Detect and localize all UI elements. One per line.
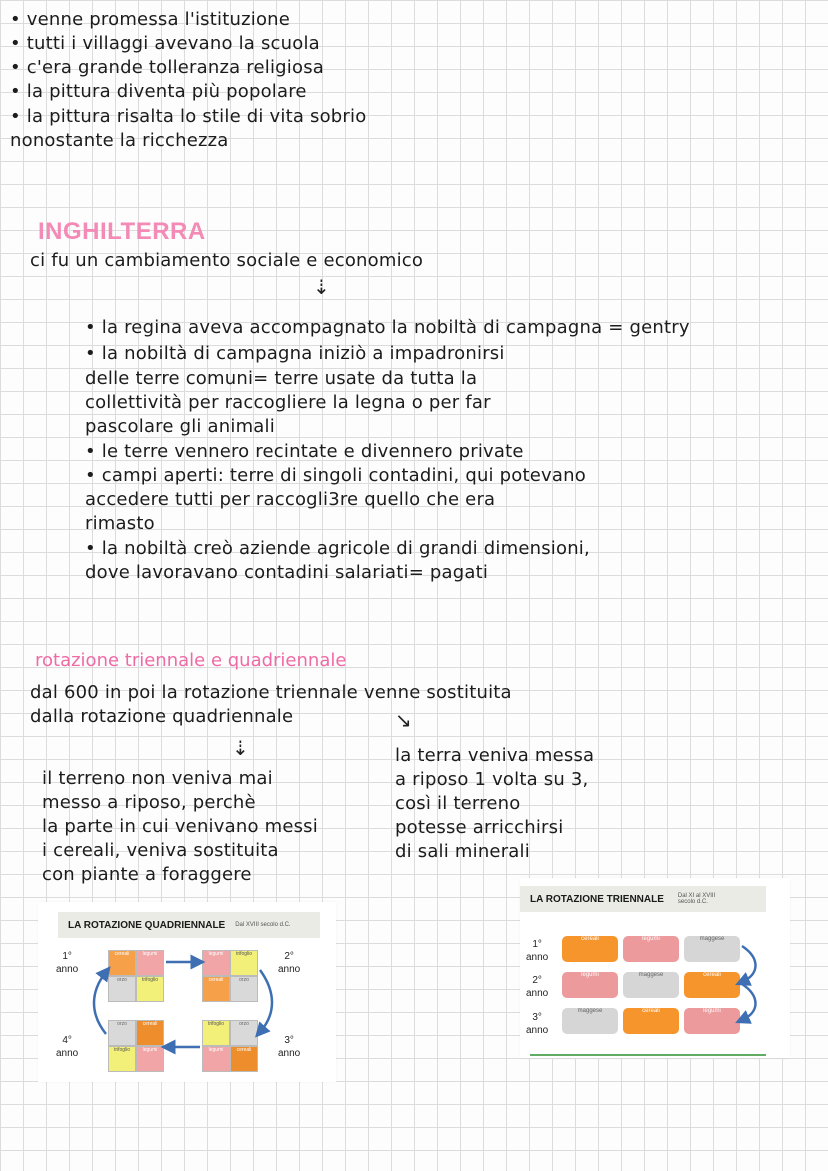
year-label: 2° anno xyxy=(526,975,549,999)
year-label: 2° anno xyxy=(278,951,301,975)
crop-tile: maggese xyxy=(562,1008,618,1034)
left-col-line: con piante a foraggere xyxy=(42,864,252,885)
inghilterra-line: delle terre comuni= terre usate da tutta la xyxy=(85,368,478,389)
top-list-item: • venne promessa l'istituzione xyxy=(10,9,291,30)
year-label: 3° anno xyxy=(278,1035,301,1059)
inghilterra-intro: ci fu un cambiamento sociale e economico xyxy=(30,250,424,271)
crop-cell: orzo xyxy=(108,1020,136,1046)
rotazione-heading: rotazione triennale e quadriennale xyxy=(35,650,347,671)
crop-cell: legumi xyxy=(136,1046,164,1072)
inghilterra-line: rimasto xyxy=(85,513,155,534)
crop-tile: legumi xyxy=(684,1008,740,1034)
right-col-line: a riposo 1 volta su 3, xyxy=(395,769,589,790)
crop-tile: cereali xyxy=(562,936,618,962)
crop-cell: legumi xyxy=(202,1046,230,1072)
left-col-line: messo a riposo, perchè xyxy=(42,792,256,813)
top-list-item: nonostante la ricchezza xyxy=(10,130,229,151)
inghilterra-line: • campi aperti: terre di singoli contadini, qui potevano xyxy=(85,465,586,486)
triennale-diagram xyxy=(520,878,790,1058)
year-label: 1° anno xyxy=(526,939,549,963)
crop-cell: cereali xyxy=(108,950,136,976)
inghilterra-line: • le terre vennero recintate e divennero private xyxy=(85,441,524,462)
crop-cell: orzo xyxy=(108,976,136,1002)
inghilterra-line: accedere tutti per raccogli3re quello che era xyxy=(85,489,496,510)
inghilterra-line: • la nobiltà creò aziende agricole di grandi dimensioni, xyxy=(85,538,590,559)
crop-cell: trifoglio xyxy=(202,1020,230,1046)
diagonal-arrow-icon: ↘ xyxy=(395,708,412,732)
crop-tile: cereali xyxy=(684,972,740,998)
quadriennale-subtitle: Dal XVIII secolo d.C. xyxy=(235,922,291,928)
crop-cell: trifoglio xyxy=(136,976,164,1002)
top-list-item: • tutti i villaggi avevano la scuola xyxy=(10,33,320,54)
rotation-arrows xyxy=(520,878,790,1058)
down-arrow-icon: ⇣ xyxy=(232,736,249,760)
crop-tile: legumi xyxy=(623,936,679,962)
crop-cell: cereali xyxy=(136,1020,164,1046)
crop-tile: maggese xyxy=(623,972,679,998)
inghilterra-line: • la nobiltà di campagna iniziò a impadronirsi xyxy=(85,343,505,364)
triennale-title: LA ROTAZIONE TRIENNALE xyxy=(530,893,664,905)
crop-cell: orzo xyxy=(230,976,258,1002)
crop-cell: orzo xyxy=(230,1020,258,1046)
year-label: 4° anno xyxy=(56,1035,79,1059)
rotazione-intro: dal 600 in poi la rotazione triennale venne sostituita xyxy=(30,682,512,703)
inghilterra-line: collettività per raccogliere la legna o per far xyxy=(85,392,491,413)
crop-cell: cereali xyxy=(202,976,230,1002)
right-col-line: così il terreno xyxy=(395,793,521,814)
crop-cell: legumi xyxy=(202,950,230,976)
crop-tile: maggese xyxy=(684,936,740,962)
rotazione-intro: dalla rotazione quadriennale xyxy=(30,706,294,727)
year-label: 1° anno xyxy=(56,951,79,975)
left-col-line: i cereali, veniva sostituita xyxy=(42,840,279,861)
quadriennale-title: LA ROTAZIONE QUADRIENNALE xyxy=(68,919,226,931)
quadriennale-diagram xyxy=(38,902,336,1082)
inghilterra-line: • la regina aveva accompagnato la nobiltà di campagna = gentry xyxy=(85,317,690,338)
down-arrow-icon: ⇣ xyxy=(313,275,330,299)
right-col-line: la terra veniva messa xyxy=(395,745,595,766)
crop-tile: legumi xyxy=(562,972,618,998)
crop-tile: cereali xyxy=(623,1008,679,1034)
rotation-arrows xyxy=(38,902,336,1082)
top-list-item: • la pittura diventa più popolare xyxy=(10,81,307,102)
top-list-item: • c'era grande tolleranza religiosa xyxy=(10,57,325,78)
crop-cell: trifoglio xyxy=(230,950,258,976)
inghilterra-line: pascolare gli animali xyxy=(85,416,275,437)
crop-cell: cereali xyxy=(230,1046,258,1072)
left-col-line: la parte in cui venivano messi xyxy=(42,816,318,837)
year-label: 3° anno xyxy=(526,1012,549,1036)
right-col-line: di sali minerali xyxy=(395,841,530,862)
crop-cell: legumi xyxy=(136,950,164,976)
crop-cell: trifoglio xyxy=(108,1046,136,1072)
left-col-line: il terreno non veniva mai xyxy=(42,768,273,789)
top-list-item: • la pittura risalta lo stile di vita sobrio xyxy=(10,106,367,127)
triennale-subtitle: Dal XI al XVIII secolo d.C. xyxy=(677,893,716,905)
inghilterra-heading: INGHILTERRA xyxy=(38,218,206,245)
right-col-line: potesse arricchirsi xyxy=(395,817,564,838)
inghilterra-line: dove lavoravano contadini salariati= pagati xyxy=(85,562,489,583)
